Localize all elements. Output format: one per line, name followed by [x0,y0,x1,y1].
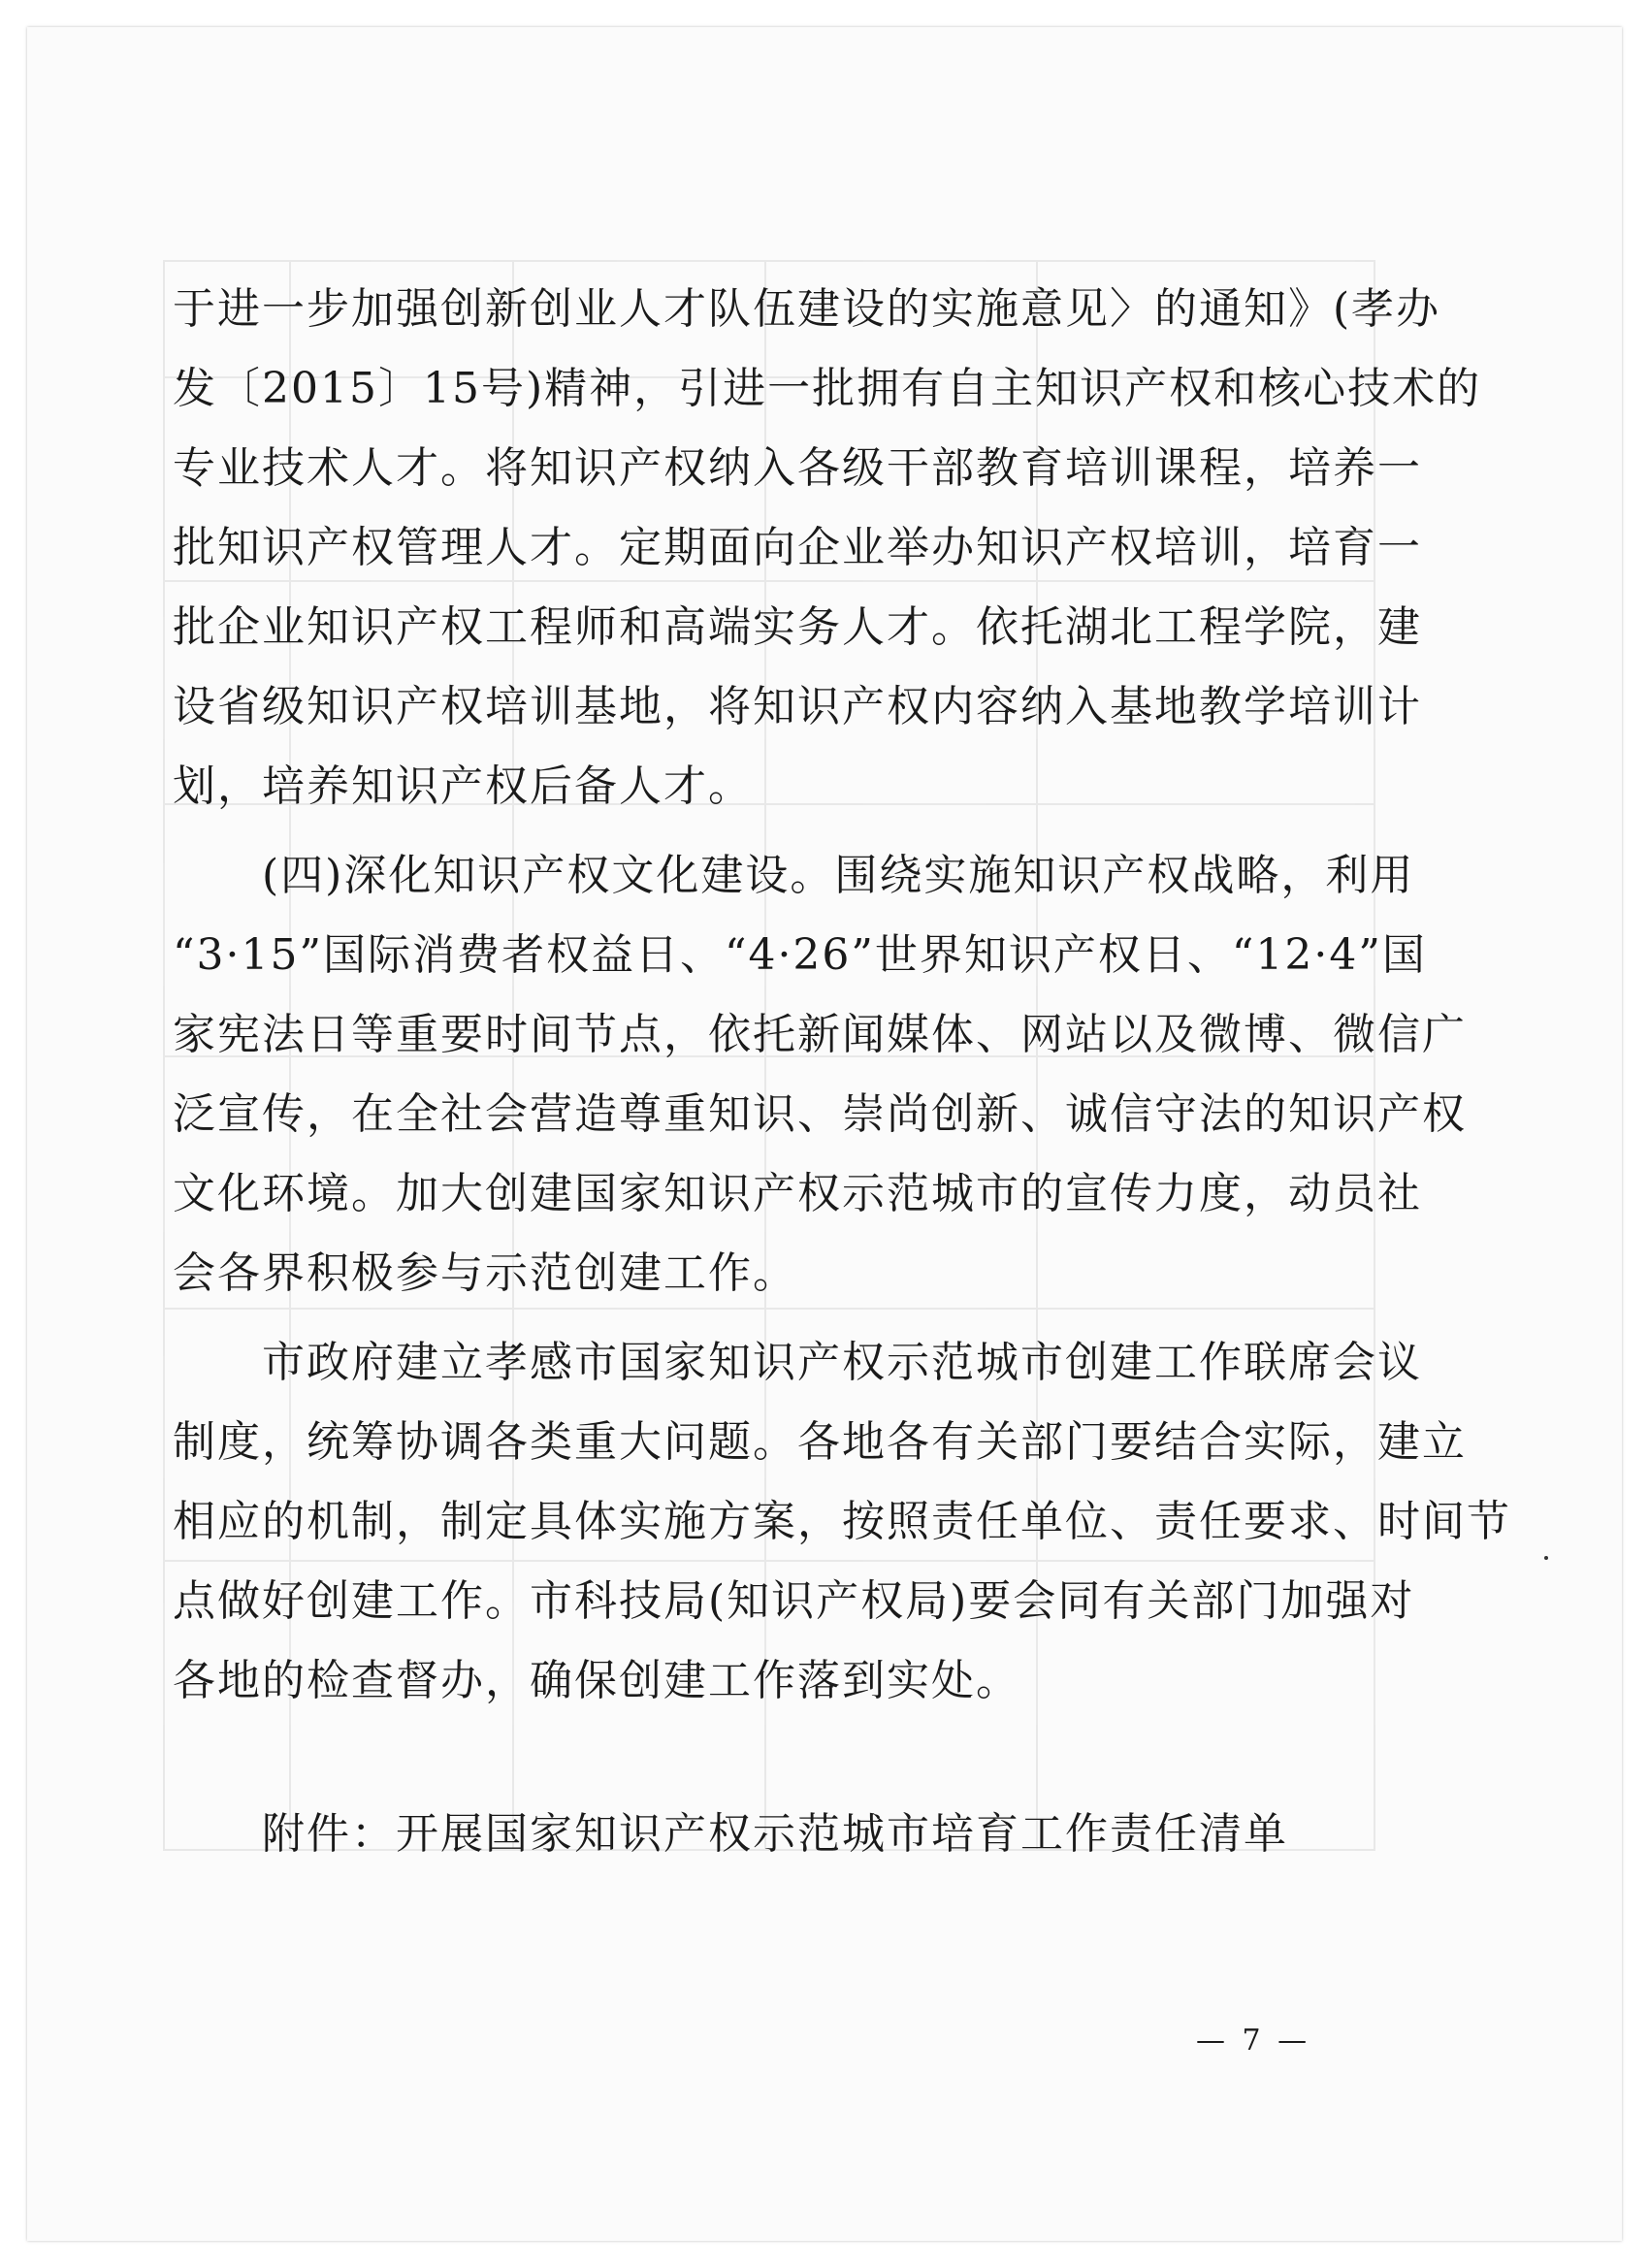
paragraph-talent-cultivation [173,270,1482,826]
paragraph-joint-meeting [173,1323,1511,1721]
scan-speck [1544,1556,1548,1560]
page-number: — 7 — [1196,2024,1311,2057]
text-line: 设省级知识产权培训基地，将知识产权内容纳入基地教学培训计 [173,682,1422,731]
text-line: 制度，统筹协调各类重大问题。各地各有关部门要结合实际，建立 [173,1417,1467,1467]
section-heading: (四)深化知识产权文化建设。 [262,851,835,900]
text-line: 市政府建立孝感市国家知识产权示范城市创建工作联席会议 [262,1338,1422,1387]
text-line: 批知识产权管理人才。定期面向企业举办知识产权培训，培育一 [173,523,1422,572]
text-line: 划，培养知识产权后备人才。 [173,761,753,811]
paragraph-ip-culture [173,836,1467,1313]
text-line: 点做好创建工作。市科技局(知识产权局)要会同有关部门加强对 [173,1576,1415,1626]
text-line-remainder: 围绕实施知识产权战略，利用 [834,851,1415,900]
text-line: 相应的机制，制定具体实施方案，按照责任单位、责任要求、时间节 [173,1497,1511,1546]
document-page [27,27,1622,2241]
text-line: “3·15”国际消费者权益日、“4·26”世界知识产权日、“12·4”国 [173,930,1427,980]
text-line [173,836,1415,916]
document-body [173,270,1511,1874]
text-line: 于进一步加强创新创业人才队伍建设的实施意见〉的通知》(孝办 [173,284,1441,334]
text-line: 泛宣传，在全社会营造尊重知识、崇尚创新、诚信守法的知识产权 [173,1089,1467,1139]
text-line: 专业技术人才。将知识产权纳入各级干部教育培训课程，培养一 [173,443,1422,493]
text-line: 会各界积极参与示范创建工作。 [173,1248,797,1298]
text-line: 家宪法日等重要时间节点，依托新闻媒体、网站以及微博、微信广 [173,1010,1467,1059]
attachment-note: 附件：开展国家知识产权示范城市培育工作责任清单 [262,1809,1288,1859]
text-line: 批企业知识产权工程师和高端实务人才。依托湖北工程学院，建 [173,602,1422,652]
text-line: 各地的检查督办，确保创建工作落到实处。 [173,1656,1020,1705]
text-line: 文化环境。加大创建国家知识产权示范城市的宣传力度，动员社 [173,1169,1422,1218]
text-line: 发〔2015〕15号)精神，引进一批拥有自主知识产权和核心技术的 [173,364,1482,413]
